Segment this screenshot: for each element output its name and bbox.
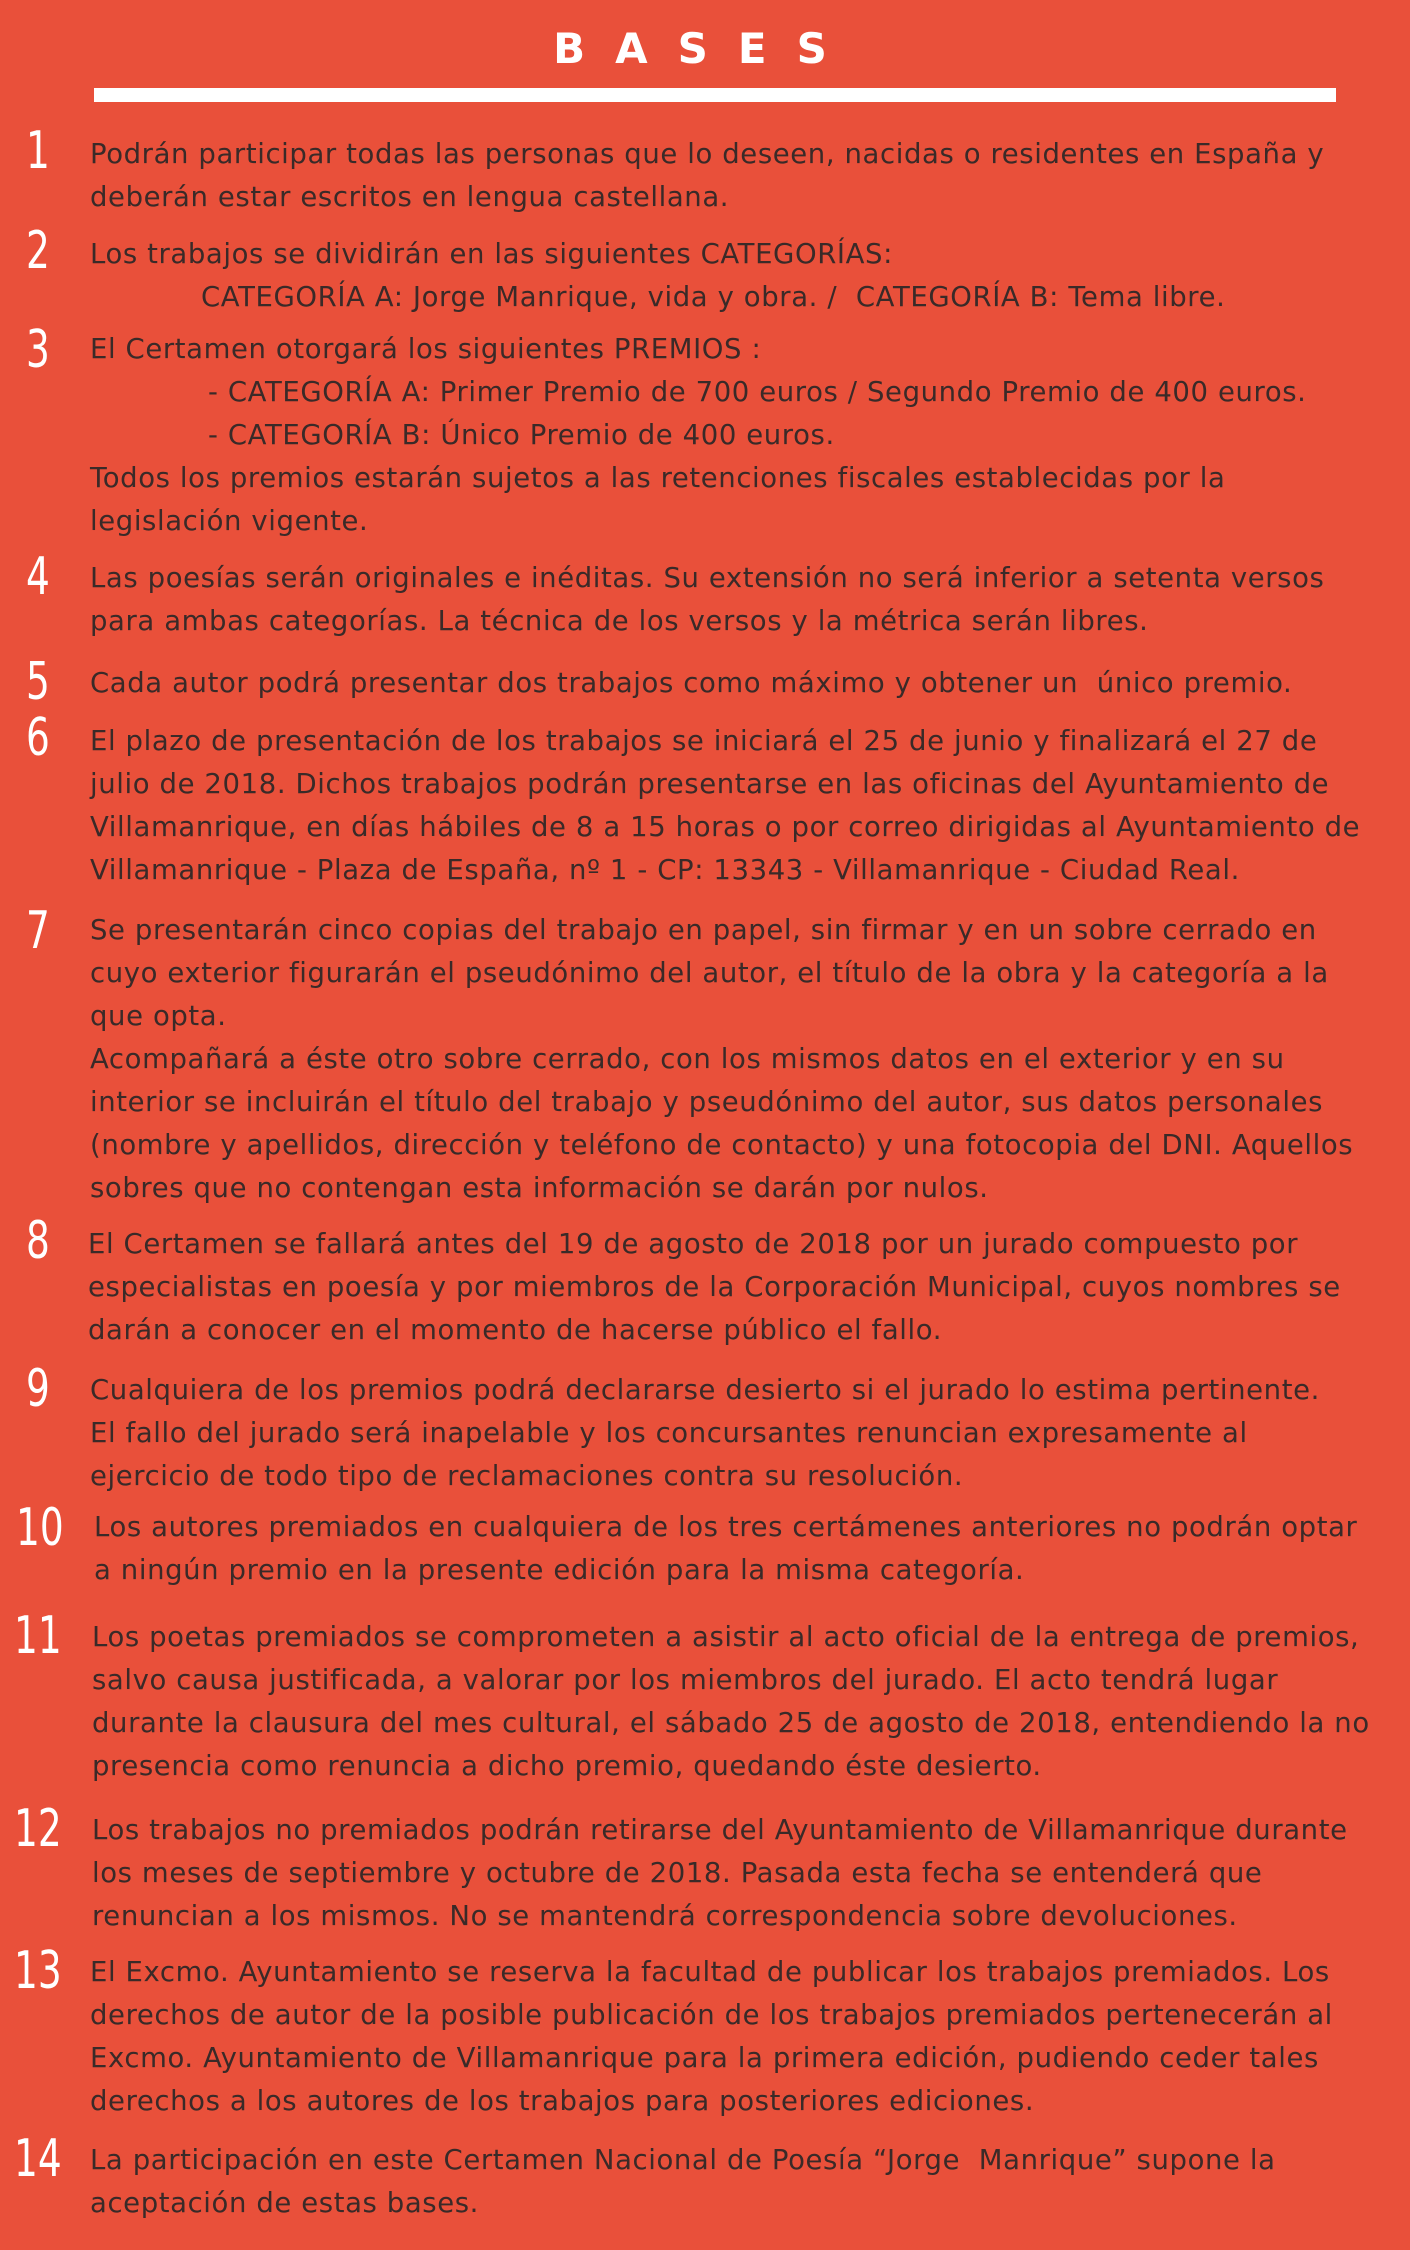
rule-number: 14: [14, 2129, 62, 2189]
title-underline: [94, 88, 1336, 102]
rule-text-line: La participación en este Certamen Nacional de Poesía “Jorge Manrique” supone la: [90, 2144, 1276, 2176]
rule-text: [90, 2139, 1400, 2225]
rule-number: 8: [26, 1211, 50, 1271]
rule-number: 13: [14, 1941, 62, 2001]
rule-text-line: Cualquiera de los premios podrá declararse desierto si el jurado lo estima pertinente.: [90, 1374, 1320, 1406]
rule-text-line: Las poesías serán originales e inéditas. Su extensión no será inferior a setenta versos: [90, 562, 1325, 594]
rule-text: [94, 1506, 1404, 1592]
rule-text-line: julio de 2018. Dichos trabajos podrán presentarse en las oficinas del Ayuntamiento de: [90, 768, 1330, 800]
rule-text-line: El Certamen se fallará antes del 19 de agosto de 2018 por un jurado compuesto por: [88, 1228, 1299, 1260]
rule-text-line: especialistas en poesía y por miembros de la Corporación Municipal, cuyos nombres se: [88, 1271, 1341, 1303]
rule-text-line: derechos a los autores de los trabajos para posteriores ediciones.: [90, 2085, 1035, 2117]
rule-text-line: Villamanrique, en días hábiles de 8 a 15 horas o por correo dirigidas al Ayuntamiento de: [90, 811, 1361, 843]
rule-number: 1: [26, 121, 50, 181]
rule-number: 9: [26, 1359, 50, 1419]
rule-text: [92, 1809, 1402, 1938]
rule-text-line: a ningún premio en la presente edición para la misma categoría.: [94, 1554, 1025, 1586]
rule-text-line: darán a conocer en el momento de hacerse público el fallo.: [88, 1314, 943, 1346]
rule-text: [90, 909, 1400, 1210]
rule-number: 6: [26, 708, 50, 768]
rule-number: 11: [14, 1606, 62, 1666]
rule-text: [90, 233, 1400, 319]
rule-text: [88, 1223, 1398, 1352]
rule-text: [92, 1616, 1402, 1788]
rule-text-line: CATEGORÍA A: Jorge Manrique, vida y obra. / CATEGORÍA B: Tema libre.: [201, 281, 1226, 313]
rule-text-line: - CATEGORÍA A: Primer Premio de 700 euros / Segundo Premio de 400 euros.: [208, 376, 1307, 408]
rule-text: [90, 662, 1400, 705]
rule-number: 3: [26, 320, 50, 380]
rule-text-line: que opta.: [90, 1000, 227, 1032]
rule-text-line: Podrán participar todas las personas que lo deseen, nacidas o residentes en España y: [90, 138, 1325, 170]
rule-text-line: derechos de autor de la posible publicación de los trabajos premiados pertenecerán al: [90, 1999, 1333, 2031]
rule-number: 4: [26, 547, 50, 607]
rule-text-line: Los autores premiados en cualquiera de los tres certámenes anteriores no podrán optar: [94, 1511, 1358, 1543]
rule-text-line: deberán estar escritos en lengua castellana.: [90, 181, 730, 213]
rule-text-line: Villamanrique - Plaza de España, nº 1 - CP: 13343 - Villamanrique - Ciudad Real.: [90, 854, 1240, 886]
rule-text-line: Todos los premios estarán sujetos a las retenciones fiscales establecidas por la: [90, 462, 1226, 494]
rule-text-line: cuyo exterior figurarán el pseudónimo del autor, el título de la obra y la categoría a la: [90, 957, 1329, 989]
rule-text: [90, 1951, 1400, 2123]
rule-text-line: salvo causa justificada, a valorar por los miembros del jurado. El acto tendrá lugar: [92, 1664, 1279, 1696]
rule-text-line: Los trabajos se dividirán en las siguientes CATEGORÍAS:: [90, 238, 893, 270]
rule-text: [90, 1369, 1400, 1498]
rule-number: 12: [14, 1799, 62, 1859]
rule-number: 2: [26, 221, 50, 281]
rule-text-line: El plazo de presentación de los trabajos se iniciará el 25 de junio y finalizará el 27 de: [90, 725, 1318, 757]
rule-text-line: Acompañará a éste otro sobre cerrado, con los mismos datos en el exterior y en su: [90, 1043, 1285, 1075]
rule-text-line: El fallo del jurado será inapelable y los concursantes renuncian expresamente al: [90, 1417, 1248, 1449]
rule-text-line: El Excmo. Ayuntamiento se reserva la facultad de publicar los trabajos premiados. Los: [90, 1956, 1330, 1988]
rule-text-line: Cada autor podrá presentar dos trabajos como máximo y obtener un único premio.: [90, 667, 1293, 699]
rule-text-line: sobres que no contengan esta información se darán por nulos.: [90, 1172, 989, 1204]
rule-number: 5: [26, 652, 50, 712]
rule-text-line: renuncian a los mismos. No se mantendrá correspondencia sobre devoluciones.: [92, 1900, 1238, 1932]
page-title: BASES: [553, 24, 857, 73]
rule-text: [90, 557, 1400, 643]
rule-number: 7: [26, 901, 50, 961]
rule-text-line: Se presentarán cinco copias del trabajo en papel, sin firmar y en un sobre cerrado en: [90, 914, 1317, 946]
rule-text-line: El Certamen otorgará los siguientes PREMIOS :: [90, 333, 762, 365]
rule-text-line: interior se incluirán el título del trabajo y pseudónimo del autor, sus datos personales: [90, 1086, 1324, 1118]
rule-text: [90, 720, 1400, 892]
rule-text-line: (nombre y apellidos, dirección y teléfono de contacto) y una fotocopia del DNI. Aquellos: [90, 1129, 1354, 1161]
rule-text-line: presencia como renuncia a dicho premio, quedando éste desierto.: [92, 1750, 1042, 1782]
rule-text: [90, 328, 1400, 543]
rule-text-line: Los poetas premiados se comprometen a asistir al acto oficial de la entrega de premios,: [92, 1621, 1360, 1653]
rule-text-line: Excmo. Ayuntamiento de Villamanrique para la primera edición, pudiendo ceder tales: [90, 2042, 1319, 2074]
rule-text-line: ejercicio de todo tipo de reclamaciones contra su resolución.: [90, 1460, 964, 1492]
rule-text-line: Los trabajos no premiados podrán retirarse del Ayuntamiento de Villamanrique durante: [92, 1814, 1348, 1846]
rule-text-line: aceptación de estas bases.: [90, 2187, 480, 2219]
rule-number: 10: [16, 1498, 64, 1558]
rule-text-line: legislación vigente.: [90, 505, 369, 537]
rule-text-line: - CATEGORÍA B: Único Premio de 400 euros.: [208, 419, 835, 451]
rule-text-line: durante la clausura del mes cultural, el sábado 25 de agosto de 2018, entendiendo la no: [92, 1707, 1370, 1739]
rule-text: [90, 133, 1400, 219]
rule-text-line: para ambas categorías. La técnica de los versos y la métrica serán libres.: [90, 605, 1149, 637]
rule-text-line: los meses de septiembre y octubre de 2018. Pasada esta fecha se entenderá que: [92, 1857, 1263, 1889]
